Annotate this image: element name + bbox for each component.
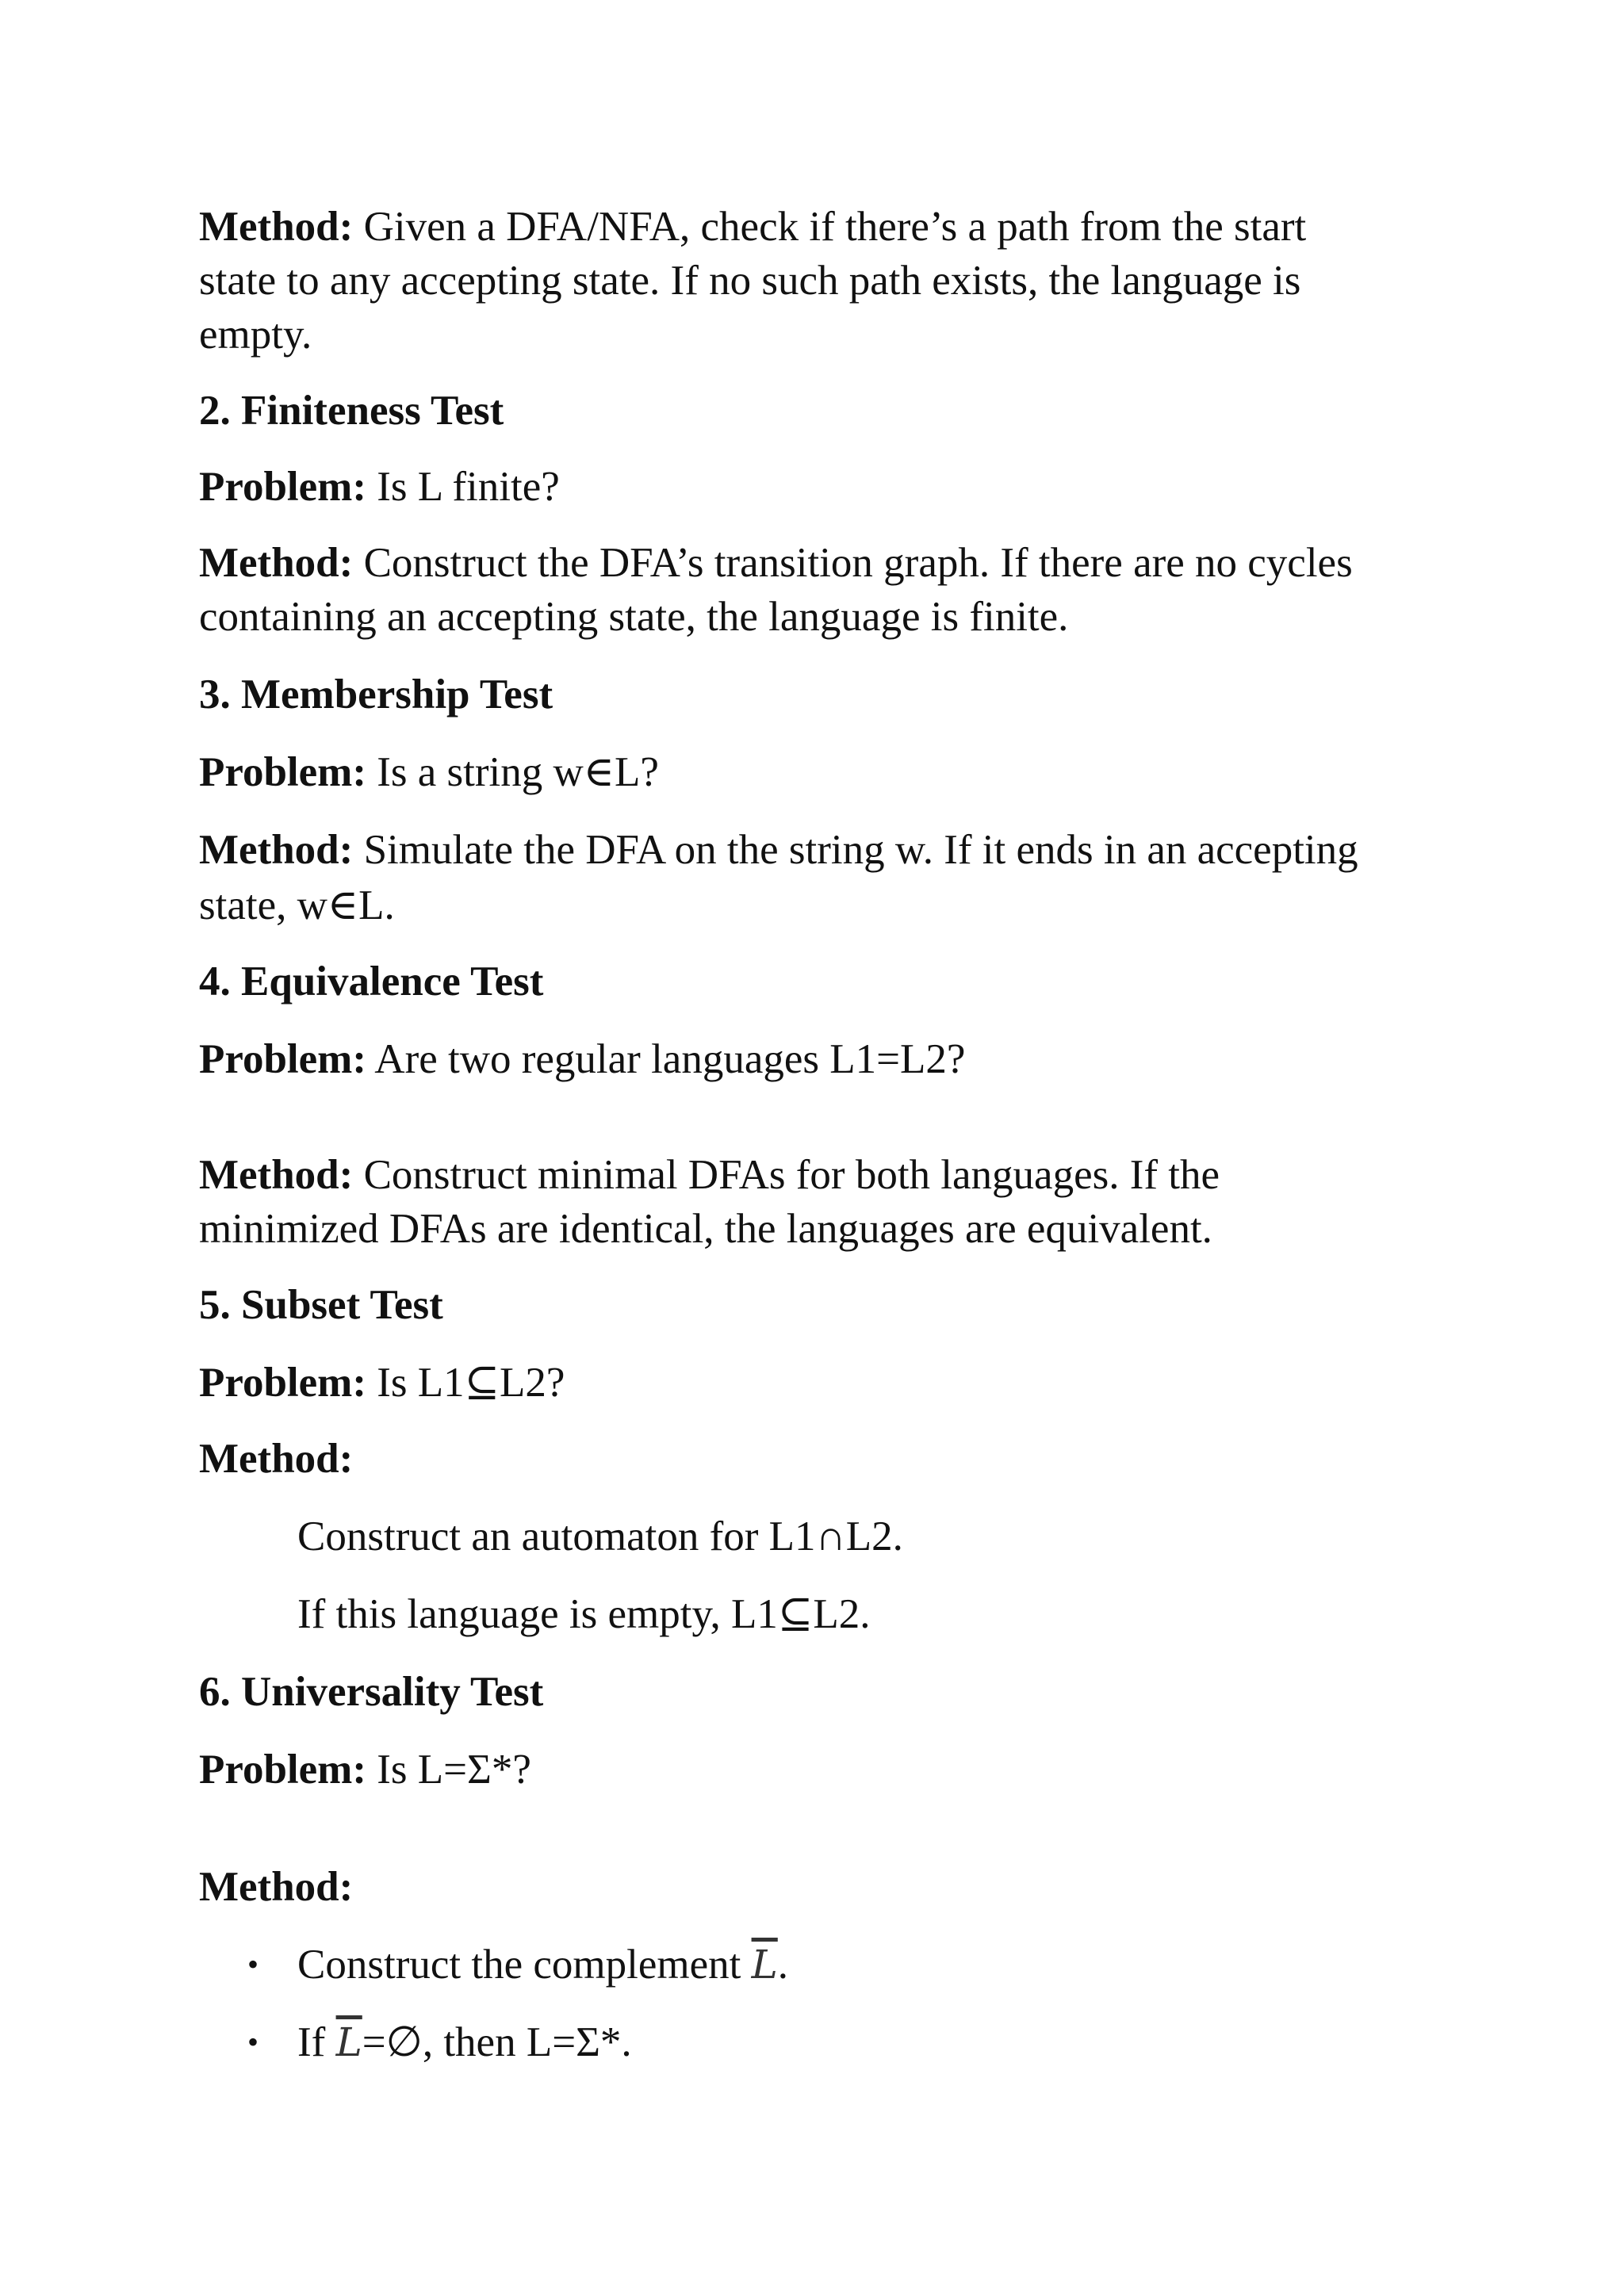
method-label: Method:: [199, 1152, 354, 1198]
method-label: Method:: [199, 1436, 354, 1482]
s3-method-line1: Method: Simulate the DFA on the string w. If it ends in an accepting: [199, 827, 1358, 873]
s5-problem: Problem: Is L1⊆L2?: [199, 1360, 565, 1406]
problem-label: Problem:: [199, 1360, 366, 1406]
s3-heading: 3. Membership Test: [199, 672, 553, 718]
problem-label: Problem:: [199, 1036, 366, 1082]
s5-method: [199, 1432, 353, 1486]
bullet-icon: •: [247, 1946, 259, 1982]
s6-problem: Problem: Is L=Σ*?: [199, 1747, 531, 1793]
problem-label: Problem:: [199, 1747, 366, 1793]
bullet-icon: •: [247, 2024, 259, 2060]
problem-label: Problem:: [199, 464, 366, 510]
s4-problem: Problem: Are two regular languages L1=L2?: [199, 1036, 966, 1082]
s6-bullet2: If $\overline{L}=\emptyset$, then L=Σ*.: [297, 2019, 632, 2065]
s2-method-line2: containing an accepting state, the language is finite.: [199, 594, 1069, 640]
s1-method-line1: Method: Given a DFA/NFA, check if there’s a path from the start: [199, 204, 1307, 250]
s1-method-line2: state to any accepting state. If no such path exists, the language is: [199, 258, 1301, 304]
s2-heading: 2. Finiteness Test: [199, 388, 504, 434]
s2-problem: Problem: Is L finite?: [199, 464, 560, 510]
s1-method-line3: empty.: [199, 312, 312, 358]
s6-bullet1: Construct the complement $\overline{L}$.: [297, 1942, 789, 1988]
complement-l-symbol: $\overline{L}$: [335, 2019, 362, 2065]
s5-step1: Construct an automaton for L1∩L2.: [297, 1513, 903, 1559]
method-label: Method:: [199, 1864, 354, 1910]
s2-method-line1: Method: Construct the DFA’s transition graph. If there are no cycles: [199, 540, 1353, 586]
s5-step2: If this language is empty, L1⊆L2.: [297, 1591, 871, 1637]
s6-method: [199, 1860, 353, 1914]
s4-method-line1: Method: Construct minimal DFAs for both languages. If the: [199, 1152, 1220, 1198]
complement-l-symbol: $\overline{L}$: [751, 1942, 778, 1988]
problem-label: Problem:: [199, 749, 366, 795]
method-label: Method:: [199, 827, 354, 873]
s3-problem: Problem: Is a string w∈L?: [199, 749, 659, 795]
s4-heading: 4. Equivalence Test: [199, 959, 544, 1004]
s5-heading: 5. Subset Test: [199, 1282, 443, 1328]
s4-method-line2: minimized DFAs are identical, the languages are equivalent.: [199, 1206, 1212, 1252]
s3-method-line2: state, w∈L.: [199, 882, 395, 928]
s6-heading: 6. Universality Test: [199, 1669, 544, 1715]
method-label: Method:: [199, 540, 354, 586]
method-label: Method:: [199, 204, 354, 250]
